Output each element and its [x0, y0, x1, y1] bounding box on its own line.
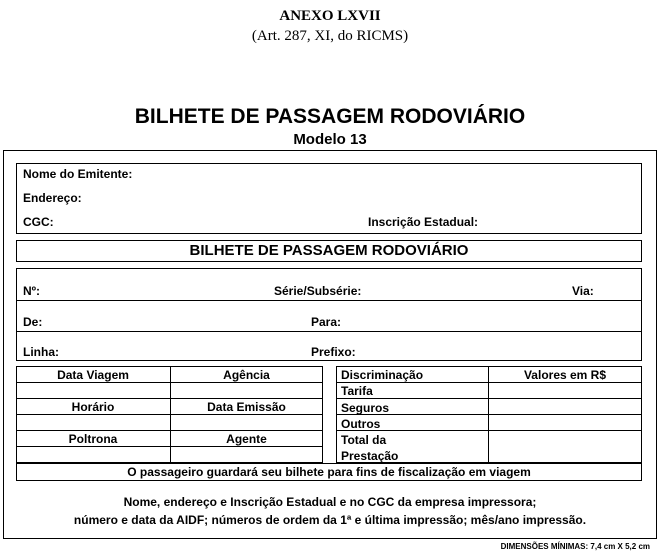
- description-header: Discriminação: [341, 368, 424, 382]
- printer-info-line-2: número e data da AIDF; números de ordem da 1ª e última impressão; mês/ano impressão.: [73, 513, 587, 527]
- model-label: Modelo 13: [293, 131, 367, 148]
- printer-info-line-1: Nome, endereço e Inscrição Estadual e no CGC da empresa impressora;: [123, 495, 537, 509]
- insurance-label: Seguros: [341, 401, 390, 415]
- issuer-name-label: Nome do Emitente:: [23, 167, 133, 181]
- right-table-rule: [336, 382, 642, 383]
- agency-header: Agência: [223, 368, 270, 382]
- values-header: Valores em R$: [523, 368, 607, 382]
- right-table-rule: [336, 398, 642, 399]
- to-label: Para:: [311, 315, 342, 329]
- left-table-rule: [16, 446, 323, 447]
- ticket-title: BILHETE DE PASSAGEM RODOVIÁRIO: [189, 242, 469, 259]
- via-label: Via:: [572, 284, 594, 298]
- passenger-notice: O passageiro guardará seu bilhete para fins de fiscalização em viagem: [127, 465, 531, 479]
- series-label: Série/Subsérie:: [274, 284, 362, 298]
- issue-date-header: Data Emissão: [207, 400, 286, 414]
- from-label: De:: [23, 315, 43, 329]
- line-label: Linha:: [23, 345, 59, 359]
- left-table-rule: [16, 430, 323, 431]
- minimum-dimensions: DIMENSÕES MÍNIMAS: 7,4 cm X 5,2 cm: [500, 542, 650, 551]
- prefix-label: Prefixo:: [311, 345, 356, 359]
- travel-date-header: Data Viagem: [57, 368, 129, 382]
- annex-title: ANEXO LXVII: [279, 8, 381, 24]
- issuer-cgc-label: CGC:: [23, 215, 54, 229]
- left-table-rule: [16, 414, 323, 415]
- others-label: Outros: [341, 417, 381, 431]
- time-header: Horário: [71, 400, 115, 414]
- trip-divider-1: [16, 300, 642, 301]
- service-label: Prestação: [341, 449, 399, 463]
- right-table-rule: [336, 430, 642, 431]
- annex-reference: (Art. 287, XI, do RICMS): [251, 28, 409, 44]
- fare-label: Tarifa: [341, 384, 373, 398]
- left-table-rule: [16, 382, 323, 383]
- total-label: Total da: [341, 433, 387, 447]
- number-label: Nº:: [23, 284, 41, 298]
- issuer-address-label: Endereço:: [23, 191, 82, 205]
- seat-header: Poltrona: [68, 432, 118, 446]
- agent-header: Agente: [226, 432, 267, 446]
- document-title: BILHETE DE PASSAGEM RODOVIÁRIO: [134, 105, 526, 128]
- issuer-state-registration-label: Inscrição Estadual:: [368, 215, 479, 229]
- trip-divider-2: [16, 331, 642, 332]
- left-table-rule: [16, 398, 323, 399]
